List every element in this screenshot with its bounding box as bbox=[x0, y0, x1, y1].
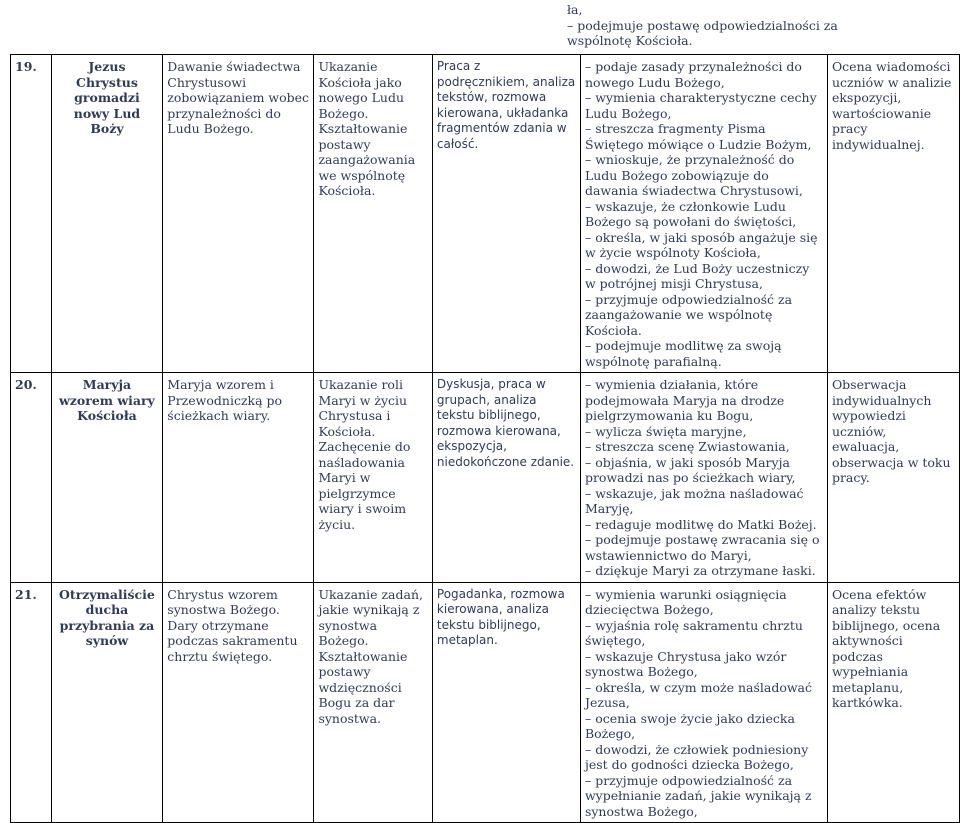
lesson-requirements: Dawanie świadectwa Chrystusowi zobowiązaniem wobec przynależności do Ludu Bożego. bbox=[163, 55, 314, 373]
lesson-requirements: Maryja wzorem i Przewodniczką po ścieżkach wiary. bbox=[163, 373, 314, 583]
lesson-goals: Ukazanie Kościoła jako nowego Ludu Bożego. Kształtowanie postawy zaangażowania we wspólnotę Kościoła. bbox=[314, 55, 432, 373]
outcome-item: – wymienia warunki osiągnięcia dziecięctwa Bożego, bbox=[585, 587, 823, 618]
lesson-number: 19. bbox=[11, 55, 52, 373]
outcome-item: – dowodzi, że Lud Boży uczestniczy w potrójnej misji Chrystusa, bbox=[585, 261, 823, 292]
outcome-item: – dowodzi, że człowiek podniesiony jest do godności dziecka Bożego, bbox=[585, 742, 823, 773]
outcome-item: – podaje zasady przynależności do nowego Ludu Bożego, bbox=[585, 59, 823, 90]
outcome-item: – wskazuje, jak można naśladować Maryję, bbox=[585, 486, 823, 517]
outcome-item: – redaguje modlitwę do Matki Bożej. bbox=[585, 517, 823, 533]
outcome-item: – wnioskuje, że przynależność do Ludu Bożego zobowiązuje do dawania świadectwa Chrystusowi, bbox=[585, 152, 823, 199]
table-row bbox=[11, 582, 960, 823]
lesson-plan-table bbox=[10, 54, 960, 823]
lesson-goals: Ukazanie roli Maryi w życiu Chrystusa i Kościoła. Zachęcenie do naśladowania Maryi w pielgrzymce wiary i swoim życiu. bbox=[314, 373, 432, 583]
lesson-topic: Otrzymaliście ducha przybrania za synów bbox=[51, 582, 163, 823]
lesson-goals: Ukazanie zadań, jakie wynikają z synostwa Bożego. Kształtowanie postawy wdzięczności Bogu za dar synostwa. bbox=[314, 582, 432, 823]
outcome-item: – przyjmuje odpowiedzialność za zaangażowanie we wspólnotę Kościoła. bbox=[585, 292, 823, 339]
outcome-item: – wylicza święta maryjne, bbox=[585, 424, 823, 440]
continued-line: wspólnotę Kościoła. bbox=[567, 33, 693, 48]
outcome-item: – dziękuje Maryi za otrzymane łaski. bbox=[585, 563, 823, 579]
outcome-item: – ocenia swoje życie jako dziecka Bożego, bbox=[585, 711, 823, 742]
lesson-topic: Maryja wzorem wiary Kościoła bbox=[51, 373, 163, 583]
outcome-item: – streszcza scenę Zwiastowania, bbox=[585, 439, 823, 455]
outcome-item: – wyjaśnia rolę sakramentu chrztu świętego, bbox=[585, 618, 823, 649]
lesson-outcomes bbox=[580, 582, 827, 823]
lesson-methods: Praca z podręcznikiem, analiza tekstów, rozmowa kierowana, układanka fragmentów zdania w całość. bbox=[432, 55, 580, 373]
lesson-number: 20. bbox=[11, 373, 52, 583]
lesson-methods: Pogadanka, rozmowa kierowana, analiza tekstu biblijnego, metaplan. bbox=[432, 582, 580, 823]
outcome-item: – podejmuje postawę zwracania się o wstawiennictwo do Maryi, bbox=[585, 532, 823, 563]
table-row bbox=[11, 55, 960, 373]
lesson-evaluation: Obserwacja indywidualnych wypowiedzi uczniów, ewaluacja, obserwacja w toku pracy. bbox=[827, 373, 959, 583]
outcome-item: – przyjmuje odpowiedzialność za wypełnianie zadań, jakie wynikają z synostwa Bożego, bbox=[585, 773, 823, 820]
outcome-item: – wskazuje Chrystusa jako wzór synostwa Bożego, bbox=[585, 649, 823, 680]
lesson-number: 21. bbox=[11, 582, 52, 823]
lesson-topic: Jezus Chrystus gromadzi nowy Lud Boży bbox=[51, 55, 163, 373]
outcome-item: – wymienia charakterystyczne cechy Ludu Bożego, bbox=[585, 90, 823, 121]
table-row bbox=[11, 373, 960, 583]
outcome-item: – podejmuje modlitwę za swoją wspólnotę parafialną. bbox=[585, 338, 823, 369]
lesson-outcomes bbox=[580, 55, 827, 373]
lesson-outcomes bbox=[580, 373, 827, 583]
outcome-item: – objaśnia, w jaki sposób Maryja prowadzi nas po ścieżkach wiary, bbox=[585, 455, 823, 486]
continued-line: ła, bbox=[567, 2, 583, 17]
lesson-evaluation: Ocena wiadomości uczniów w analizie ekspozycji, wartościowanie pracy indywidualnej. bbox=[827, 55, 959, 373]
continued-line: – podejmuje postawę odpowiedzialności za bbox=[567, 17, 838, 33]
outcome-item: – streszcza fragmenty Pisma Świętego mówiące o Ludzie Bożym, bbox=[585, 121, 823, 152]
outcome-item: – określa, w jaki sposób angażuje się w życie wspólnoty Kościoła, bbox=[585, 230, 823, 261]
continued-text-top bbox=[567, 2, 838, 49]
lesson-requirements: Chrystus wzorem synostwa Bożego. Dary otrzymane podczas sakramentu chrztu świętego. bbox=[163, 582, 314, 823]
outcome-item: – wskazuje, że członkowie Ludu Bożego są powołani do świętości, bbox=[585, 199, 823, 230]
outcome-item: – określa, w czym może naśladować Jezusa, bbox=[585, 680, 823, 711]
lesson-methods: Dyskusja, praca w grupach, analiza tekstu biblijnego, rozmowa kierowana, ekspozycja, niedokończone zdanie. bbox=[432, 373, 580, 583]
outcome-item: – wymienia działania, które podejmowała Maryja na drodze pielgrzymowania ku Bogu, bbox=[585, 377, 823, 424]
lesson-evaluation: Ocena efektów analizy tekstu biblijnego, ocena aktywności podczas wypełniania metaplanu, kartkówka. bbox=[827, 582, 959, 823]
